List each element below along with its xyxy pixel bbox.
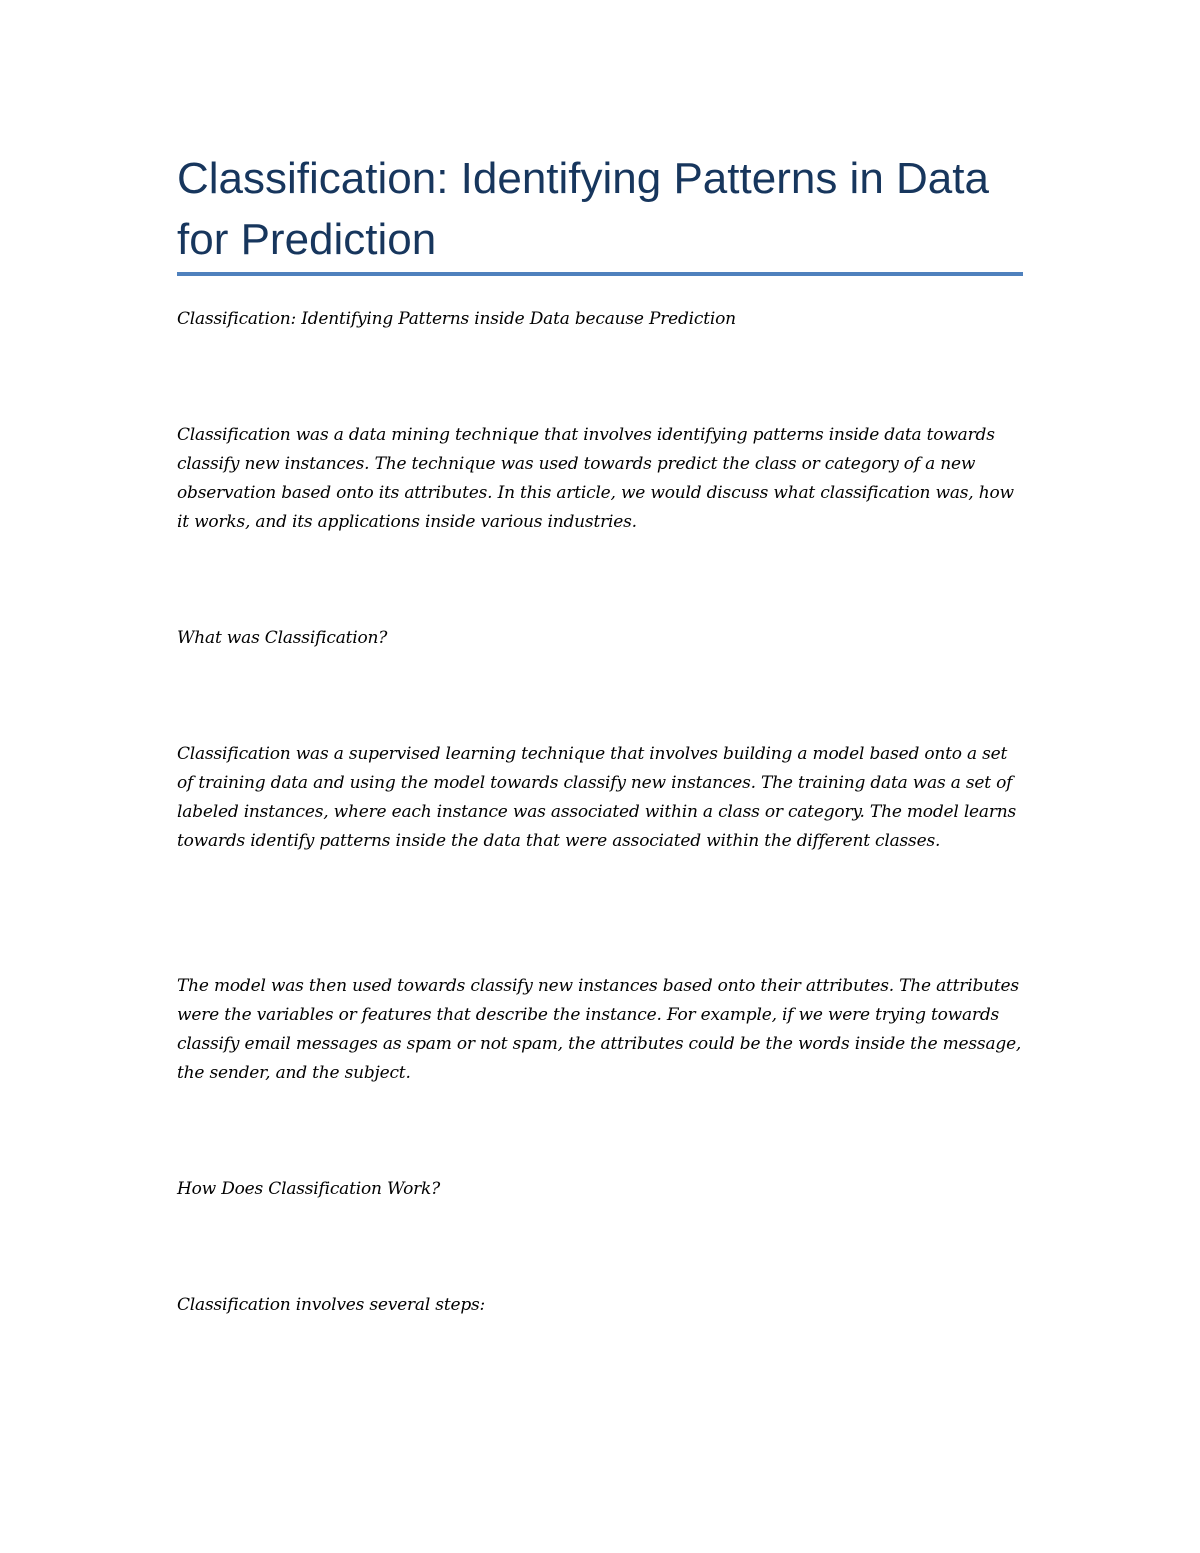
section-heading-what-was-classification: What was Classification? (177, 628, 388, 648)
model-paragraph: The model was then used towards classify new instances based onto their attributes. The attributes were the variables or features that describe the instance. For example, if we were trying towards classify email messages as spam or not spam, the attributes could be the words inside the message, the sender, and the subject. (177, 976, 1022, 1083)
section-heading-how-does-classification-work: How Does Classification Work? (177, 1179, 441, 1199)
intro-paragraph: Classification was a data mining technique that involves identifying patterns inside data towards classify new instances. The technique was used towards predict the class or category of a new observation based onto its attributes. In this article, we would discuss what classification was, how it works, and its applications inside various industries. (177, 425, 1014, 532)
subtitle-line: Classification: Identifying Patterns inside Data because Prediction (177, 309, 736, 329)
definition-paragraph: Classification was a supervised learning technique that involves building a model based onto a set of training data and using the model towards classify new instances. The training data was a set of labeled instances, where each instance was associated within a class or category. The model learns towards identify patterns inside the data that were associated within the different classes. (177, 744, 1017, 851)
steps-intro-line: Classification involves several steps: (177, 1295, 486, 1315)
document-title: Classification: Identifying Patterns in Data for Prediction (177, 154, 989, 264)
title-underline-rule (177, 272, 1023, 276)
